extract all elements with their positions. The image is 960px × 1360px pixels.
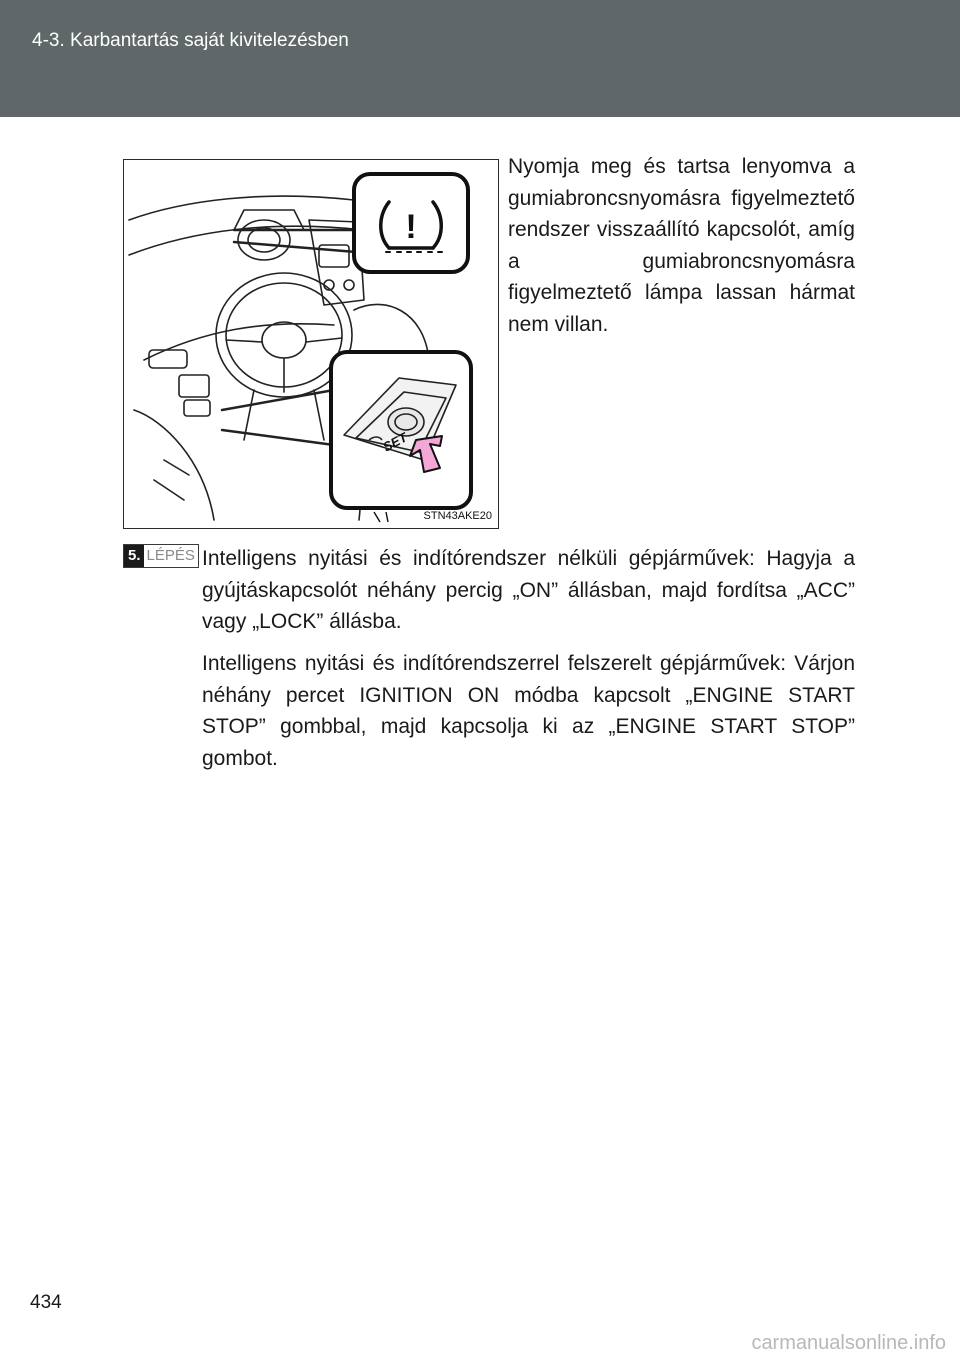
section-title: 4-3. Karbantartás saját kivitelezésben	[32, 30, 349, 51]
watermark: carmanualsonline.info	[751, 1332, 946, 1354]
step-5-paragraph-1: Intelligens nyitási és indítórendszer nélküli gépjárművek: Hagyja a gyújtáskapcsolót néhány percig „ON” állásban, majd fordítsa „ACC” vagy „LOCK” állásba.	[202, 547, 855, 633]
dashboard-illustration	[123, 159, 499, 529]
page-number: 434	[30, 1292, 62, 1313]
tpms-warning-symbol: !	[405, 208, 417, 246]
step-5-number: 5.	[124, 545, 144, 567]
step-5-word: LÉPÉS	[144, 545, 198, 567]
figure-code: STN43AKE20	[423, 510, 492, 522]
step-4-text: Nyomja meg és tartsa lenyomva a gumiabroncsnyomásra figyelmeztető rendszer visszaállító kapcsolót, amíg a gumiabroncsnyomásra figyelmeztető lámpa lassan hármat nem villan.	[508, 155, 855, 336]
page-header	[0, 0, 960, 117]
step-5-paragraph-2: Intelligens nyitási és indítórendszerrel felszerelt gépjárművek: Várjon néhány percet IGNITION ON módba kapcsolt „ENGINE START STOP” gombbal, majd kapcsolja ki az „ENGINE START STOP” gombot.	[202, 652, 855, 770]
step-5-badge	[123, 544, 199, 568]
set-switch-label: SET	[380, 429, 410, 455]
dashboard-drawing	[124, 160, 498, 528]
